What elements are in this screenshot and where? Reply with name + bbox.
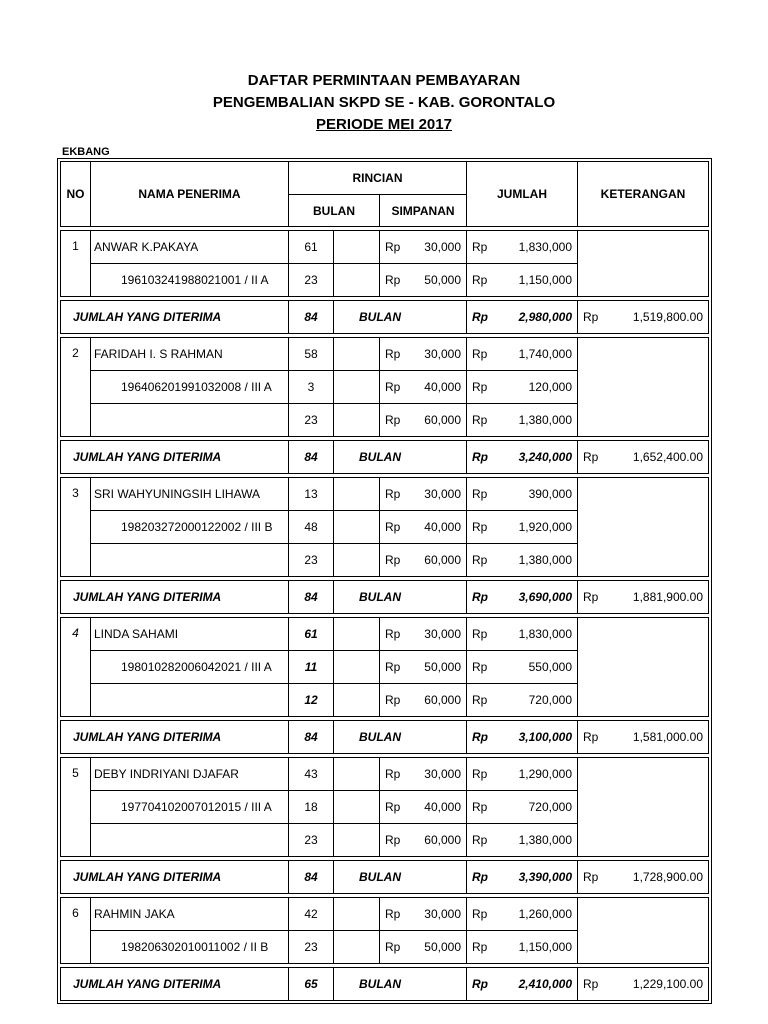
recipient-nip: 198010282006042021 / III A: [91, 651, 289, 684]
row-number: 2: [61, 338, 91, 437]
currency-symbol: Rp: [472, 553, 488, 567]
currency-symbol: Rp: [472, 800, 488, 814]
simpanan-cell: [380, 791, 467, 824]
keterangan-value-value: 1,652,400.00: [632, 450, 703, 464]
row-number: 6: [61, 898, 91, 964]
simpanan-cell: [380, 511, 467, 544]
table-row: [61, 618, 709, 651]
empty-cell: [91, 824, 289, 857]
row-number: 4: [61, 618, 91, 717]
total-bulan-label: BULAN: [334, 968, 467, 1001]
total-bulan-label: BULAN: [334, 721, 467, 754]
currency-symbol: Rp: [385, 907, 401, 921]
recipient-nip: 197704102007012015 / III A: [91, 791, 289, 824]
currency-symbol: Rp: [385, 413, 401, 427]
keterangan-value: [578, 441, 709, 474]
currency-symbol: Rp: [583, 977, 599, 991]
currency-symbol: Rp: [385, 520, 401, 534]
jumlah-cell-value: 1,740,000: [518, 347, 572, 361]
jumlah-cell-value: 120,000: [528, 380, 572, 394]
simpanan-cell: [380, 651, 467, 684]
total-bulan: 84: [289, 301, 334, 334]
recipient-name: SRI WAHYUNINGSIH LIHAWA: [91, 478, 289, 511]
total-row: [61, 581, 709, 614]
total-jumlah-value: 3,690,000: [518, 590, 572, 604]
empty-cell: [334, 618, 380, 651]
currency-symbol: Rp: [472, 520, 488, 534]
total-bulan-label: BULAN: [334, 861, 467, 894]
jumlah-cell: [467, 231, 578, 264]
total-jumlah-value: 3,390,000: [518, 870, 572, 884]
simpanan-cell-value: 50,000: [424, 940, 461, 954]
currency-symbol: Rp: [583, 870, 599, 884]
currency-symbol: Rp: [472, 240, 488, 254]
simpanan-cell: [380, 544, 467, 577]
bulan-value: 23: [289, 404, 334, 437]
total-bulan: 84: [289, 581, 334, 614]
section-label: EKBANG: [62, 146, 110, 158]
total-row: [61, 968, 709, 1001]
bulan-value: 12: [289, 684, 334, 717]
keterangan-value: [578, 301, 709, 334]
total-jumlah-value: 2,410,000: [518, 977, 572, 991]
recipient-nip: 196406201991032008 / III A: [91, 371, 289, 404]
bulan-value: 61: [289, 231, 334, 264]
jumlah-cell-value: 1,380,000: [518, 833, 572, 847]
jumlah-cell-value: 720,000: [528, 693, 572, 707]
simpanan-cell: [380, 338, 467, 371]
simpanan-cell: [380, 264, 467, 297]
total-bulan-label: BULAN: [334, 441, 467, 474]
keterangan-empty: [578, 898, 709, 964]
empty-cell: [91, 684, 289, 717]
simpanan-cell: [380, 404, 467, 437]
keterangan-empty: [578, 338, 709, 437]
empty-cell: [334, 264, 380, 297]
bulan-value: 61: [289, 618, 334, 651]
simpanan-cell-value: 60,000: [424, 693, 461, 707]
payment-table: [60, 161, 709, 1001]
total-row: [61, 441, 709, 474]
keterangan-value-value: 1,881,900.00: [632, 590, 703, 604]
currency-symbol: Rp: [385, 800, 401, 814]
bulan-value: 58: [289, 338, 334, 371]
currency-symbol: Rp: [472, 347, 488, 361]
empty-cell: [334, 404, 380, 437]
empty-cell: [334, 824, 380, 857]
bulan-value: 23: [289, 544, 334, 577]
header-no: NO: [61, 162, 91, 227]
bulan-value: 42: [289, 898, 334, 931]
simpanan-cell-value: 40,000: [424, 800, 461, 814]
jumlah-cell: [467, 684, 578, 717]
title-line-3: PERIODE MEI 2017: [316, 116, 452, 133]
jumlah-cell-value: 720,000: [528, 800, 572, 814]
currency-symbol: Rp: [472, 940, 488, 954]
simpanan-cell-value: 30,000: [424, 907, 461, 921]
currency-symbol: Rp: [472, 380, 488, 394]
currency-symbol: Rp: [472, 627, 488, 641]
currency-symbol: Rp: [583, 450, 599, 464]
row-number: 5: [61, 758, 91, 857]
recipient-name: DEBY INDRIYANI DJAFAR: [91, 758, 289, 791]
keterangan-value-value: 1,581,000.00: [632, 730, 703, 744]
total-bulan-label: BULAN: [334, 301, 467, 334]
header-keterangan: KETERANGAN: [578, 162, 709, 227]
currency-symbol: Rp: [583, 310, 599, 324]
currency-symbol: Rp: [385, 693, 401, 707]
jumlah-cell: [467, 898, 578, 931]
header-nama: NAMA PENERIMA: [91, 162, 289, 227]
currency-symbol: Rp: [472, 730, 488, 744]
recipient-nip: 198203272000122002 / III B: [91, 511, 289, 544]
jumlah-cell: [467, 758, 578, 791]
bulan-value: 43: [289, 758, 334, 791]
table-body: [61, 227, 709, 1001]
simpanan-cell: [380, 371, 467, 404]
currency-symbol: Rp: [583, 590, 599, 604]
currency-symbol: Rp: [472, 310, 488, 324]
empty-cell: [334, 898, 380, 931]
row-number: 1: [61, 231, 91, 297]
total-bulan: 65: [289, 968, 334, 1001]
currency-symbol: Rp: [385, 553, 401, 567]
keterangan-value-value: 1,728,900.00: [632, 870, 703, 884]
simpanan-cell-value: 30,000: [424, 240, 461, 254]
recipient-name: ANWAR K.PAKAYA: [91, 231, 289, 264]
currency-symbol: Rp: [472, 450, 488, 464]
bulan-value: 13: [289, 478, 334, 511]
jumlah-cell: [467, 511, 578, 544]
currency-symbol: Rp: [472, 907, 488, 921]
header-jumlah: JUMLAH: [467, 162, 578, 227]
table-row: [61, 478, 709, 511]
empty-cell: [334, 544, 380, 577]
document-title: [0, 70, 768, 136]
total-jumlah: [467, 721, 578, 754]
simpanan-cell-value: 40,000: [424, 380, 461, 394]
jumlah-cell-value: 1,920,000: [518, 520, 572, 534]
total-label: JUMLAH YANG DITERIMA: [61, 968, 289, 1001]
keterangan-value: [578, 861, 709, 894]
keterangan-empty: [578, 758, 709, 857]
total-jumlah-value: 3,240,000: [518, 450, 572, 464]
currency-symbol: Rp: [472, 977, 488, 991]
currency-symbol: Rp: [385, 380, 401, 394]
simpanan-cell: [380, 478, 467, 511]
jumlah-cell-value: 550,000: [528, 660, 572, 674]
simpanan-cell: [380, 931, 467, 964]
jumlah-cell-value: 1,830,000: [518, 627, 572, 641]
recipient-name: FARIDAH I. S RAHMAN: [91, 338, 289, 371]
empty-cell: [334, 371, 380, 404]
bulan-value: 3: [289, 371, 334, 404]
simpanan-cell: [380, 824, 467, 857]
total-jumlah: [467, 968, 578, 1001]
header-rincian: RINCIAN: [289, 162, 467, 195]
simpanan-cell-value: 40,000: [424, 520, 461, 534]
jumlah-cell: [467, 338, 578, 371]
total-label: JUMLAH YANG DITERIMA: [61, 721, 289, 754]
keterangan-value: [578, 721, 709, 754]
keterangan-value: [578, 968, 709, 1001]
table-row: [61, 758, 709, 791]
currency-symbol: Rp: [472, 487, 488, 501]
empty-cell: [91, 544, 289, 577]
currency-symbol: Rp: [472, 590, 488, 604]
total-label: JUMLAH YANG DITERIMA: [61, 441, 289, 474]
bulan-value: 48: [289, 511, 334, 544]
keterangan-value-value: 1,229,100.00: [632, 977, 703, 991]
simpanan-cell: [380, 684, 467, 717]
simpanan-cell: [380, 231, 467, 264]
total-bulan: 84: [289, 861, 334, 894]
jumlah-cell-value: 1,380,000: [518, 413, 572, 427]
total-row: [61, 721, 709, 754]
currency-symbol: Rp: [385, 347, 401, 361]
empty-cell: [334, 931, 380, 964]
keterangan-empty: [578, 231, 709, 297]
empty-cell: [334, 338, 380, 371]
total-jumlah: [467, 581, 578, 614]
keterangan-empty: [578, 478, 709, 577]
currency-symbol: Rp: [472, 767, 488, 781]
total-jumlah-value: 3,100,000: [518, 730, 572, 744]
title-line-1: DAFTAR PERMINTAAN PEMBAYARAN: [247, 72, 521, 89]
total-row: [61, 301, 709, 334]
empty-cell: [334, 684, 380, 717]
total-jumlah: [467, 301, 578, 334]
total-bulan: 84: [289, 721, 334, 754]
empty-cell: [334, 651, 380, 684]
empty-cell: [334, 478, 380, 511]
simpanan-cell-value: 30,000: [424, 487, 461, 501]
jumlah-cell-value: 1,830,000: [518, 240, 572, 254]
simpanan-cell-value: 30,000: [424, 627, 461, 641]
jumlah-cell: [467, 931, 578, 964]
currency-symbol: Rp: [385, 767, 401, 781]
simpanan-cell-value: 60,000: [424, 833, 461, 847]
jumlah-cell-value: 1,150,000: [518, 940, 572, 954]
table-row: [61, 231, 709, 264]
jumlah-cell: [467, 478, 578, 511]
simpanan-cell-value: 50,000: [424, 660, 461, 674]
jumlah-cell: [467, 544, 578, 577]
header-simpanan: SIMPANAN: [380, 195, 467, 227]
simpanan-cell-value: 50,000: [424, 273, 461, 287]
total-label: JUMLAH YANG DITERIMA: [61, 581, 289, 614]
jumlah-cell: [467, 404, 578, 437]
recipient-nip: 198206302010011002 / II B: [91, 931, 289, 964]
currency-symbol: Rp: [385, 940, 401, 954]
currency-symbol: Rp: [472, 870, 488, 884]
row-number: 3: [61, 478, 91, 577]
currency-symbol: Rp: [385, 273, 401, 287]
bulan-value: 23: [289, 931, 334, 964]
simpanan-cell: [380, 758, 467, 791]
simpanan-cell: [380, 898, 467, 931]
total-jumlah: [467, 441, 578, 474]
jumlah-cell: [467, 618, 578, 651]
currency-symbol: Rp: [472, 413, 488, 427]
empty-cell: [334, 231, 380, 264]
simpanan-cell: [380, 618, 467, 651]
jumlah-cell: [467, 791, 578, 824]
title-line-2: PENGEMBALIAN SKPD SE - KAB. GORONTALO: [212, 94, 556, 111]
keterangan-empty: [578, 618, 709, 717]
bulan-value: 11: [289, 651, 334, 684]
keterangan-value: [578, 581, 709, 614]
jumlah-cell: [467, 824, 578, 857]
currency-symbol: Rp: [385, 833, 401, 847]
total-row: [61, 861, 709, 894]
total-jumlah-value: 2,980,000: [518, 310, 572, 324]
currency-symbol: Rp: [583, 730, 599, 744]
header-bulan: BULAN: [289, 195, 380, 227]
jumlah-cell: [467, 264, 578, 297]
jumlah-cell: [467, 371, 578, 404]
bulan-value: 18: [289, 791, 334, 824]
currency-symbol: Rp: [472, 660, 488, 674]
total-label: JUMLAH YANG DITERIMA: [61, 861, 289, 894]
total-bulan-label: BULAN: [334, 581, 467, 614]
total-jumlah: [467, 861, 578, 894]
empty-cell: [334, 758, 380, 791]
empty-cell: [91, 404, 289, 437]
jumlah-cell-value: 1,150,000: [518, 273, 572, 287]
jumlah-cell-value: 1,290,000: [518, 767, 572, 781]
recipient-name: LINDA SAHAMI: [91, 618, 289, 651]
currency-symbol: Rp: [385, 660, 401, 674]
jumlah-cell-value: 390,000: [528, 487, 572, 501]
table-row: [61, 898, 709, 931]
recipient-nip: 196103241988021001 / II A: [91, 264, 289, 297]
simpanan-cell-value: 30,000: [424, 347, 461, 361]
currency-symbol: Rp: [385, 487, 401, 501]
bulan-value: 23: [289, 824, 334, 857]
simpanan-cell-value: 60,000: [424, 553, 461, 567]
table-row: [61, 338, 709, 371]
simpanan-cell-value: 60,000: [424, 413, 461, 427]
currency-symbol: Rp: [472, 693, 488, 707]
empty-cell: [334, 511, 380, 544]
bulan-value: 23: [289, 264, 334, 297]
empty-cell: [334, 791, 380, 824]
currency-symbol: Rp: [385, 627, 401, 641]
currency-symbol: Rp: [385, 240, 401, 254]
keterangan-value-value: 1,519,800.00: [632, 310, 703, 324]
total-bulan: 84: [289, 441, 334, 474]
total-label: JUMLAH YANG DITERIMA: [61, 301, 289, 334]
currency-symbol: Rp: [472, 833, 488, 847]
jumlah-cell-value: 1,260,000: [518, 907, 572, 921]
jumlah-cell: [467, 651, 578, 684]
jumlah-cell-value: 1,380,000: [518, 553, 572, 567]
simpanan-cell-value: 30,000: [424, 767, 461, 781]
recipient-name: RAHMIN JAKA: [91, 898, 289, 931]
currency-symbol: Rp: [472, 273, 488, 287]
